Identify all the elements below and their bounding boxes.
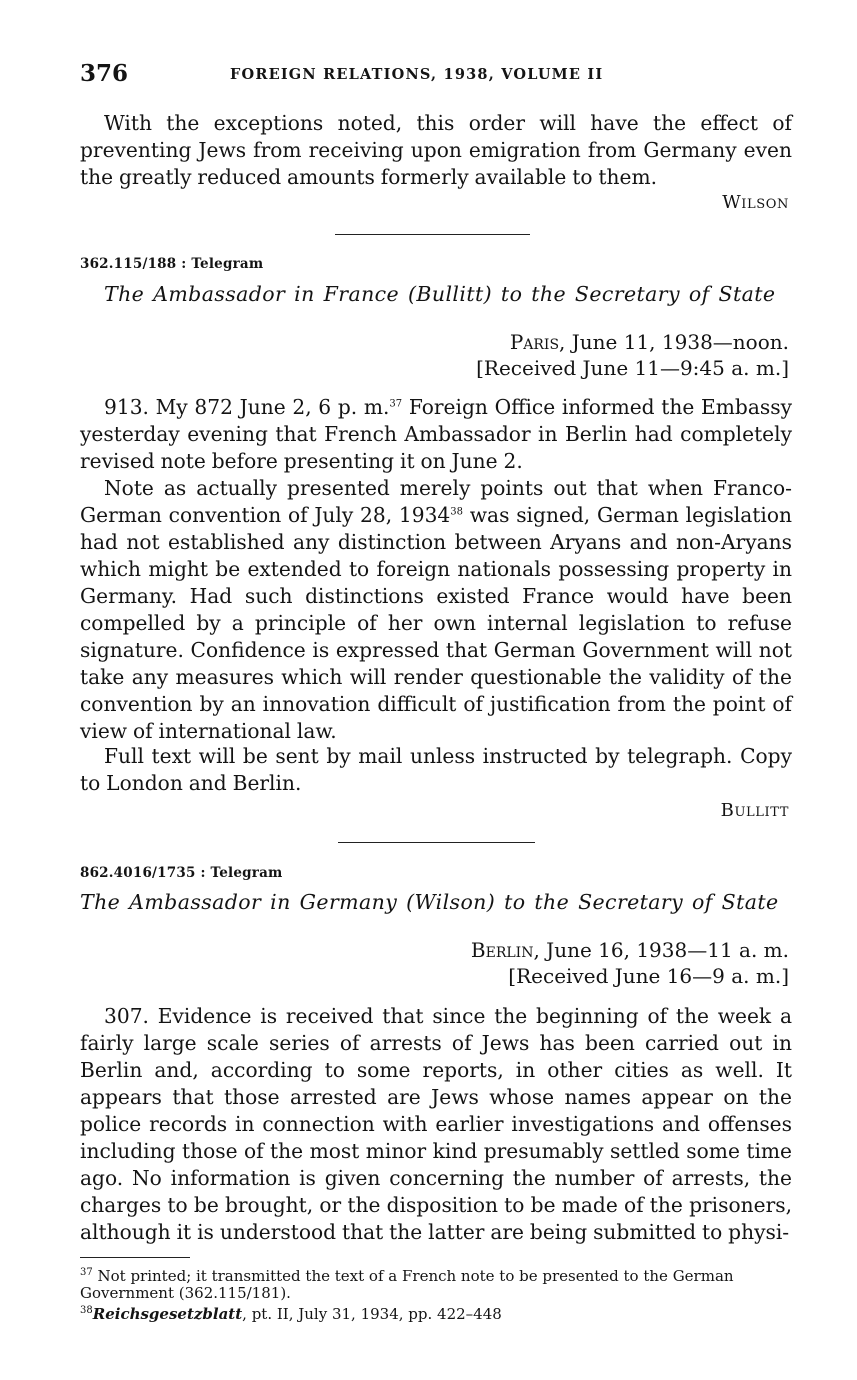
page-number: 376	[80, 60, 129, 87]
signature-wilson-top: Wilson	[722, 192, 789, 213]
doc2-date: , June 16, 1938—11 a. m.	[533, 938, 789, 962]
doc1-place: Paris	[509, 330, 560, 354]
section-divider	[335, 234, 530, 235]
footnote-rule	[80, 1257, 190, 1258]
footnote-37-text: Not printed; it transmitted the text of a French note to be presented to the German Government (362.115/181).	[80, 1267, 734, 1302]
doc2-received: [Received June 16—9 a. m.]	[508, 964, 789, 988]
doc1-para1-start: 913. My 872 June 2, 6 p. m.	[104, 395, 390, 419]
doc2-title: The Ambassador in Germany (Wilson) to the Secretary of State	[80, 890, 779, 914]
doc1-file-reference: 362.115/188 : Telegram	[80, 256, 264, 272]
footnote-38	[80, 1306, 792, 1323]
doc2-paragraph-1: 307. Evidence is received that since the beginning of the week a fairly large scale series of arrests of Jews has been carried out in Berlin and, according to some reports, in other cities as well. It appears that those arrested are Jews whose names appear on the police records in connection with earlier investigations and offenses including those of the most minor kind presumably settled some time ago. No information is given concerning the number of arrests, the charges to be brought, or the disposition to be made of the prisoners, although it is understood that the latter are being submitted to physi-	[80, 1004, 792, 1244]
doc1-para2-end: was signed, German legislation had not established any distinction between Aryans and non-Aryans which might be extended to foreign nationals possessing property in Germany. Had such distinctions existed France would have been compelled by a principle of her own internal legislation to refuse signature. Confidence is expressed that German Government will not take any measures which will render questionable the validity of the convention by an innovation difficult of justification from the point of view of international law.	[80, 503, 792, 743]
doc1-paragraph-2	[80, 475, 792, 745]
doc2-file-reference: 862.4016/1735 : Telegram	[80, 865, 283, 881]
section-divider-2	[338, 842, 535, 843]
doc1-title: The Ambassador in France (Bullitt) to the Secretary of State	[104, 282, 776, 306]
doc2-place: Berlin	[470, 938, 534, 962]
footnote-38-title: Reichsgesetzblatt	[92, 1305, 243, 1323]
doc1-paragraph-1	[80, 394, 792, 475]
opening-paragraph: With the exceptions noted, this order will have the effect of preventing Jews from receiving upon emigration from Germany even the greatly reduced amounts formerly available to them.	[80, 111, 792, 189]
footnote-ref-37: 37	[389, 398, 403, 410]
footnote-37-mark: 37	[80, 1267, 93, 1278]
doc1-para2-start: Note as actually presented merely points out that when Franco-German convention of July 28, 1934	[80, 476, 792, 527]
footnote-ref-38: 38	[450, 506, 464, 518]
doc1-paragraph-3: Full text will be sent by mail unless instructed by telegraph. Copy to London and Berlin.	[80, 744, 792, 795]
doc1-received: [Received June 11—9:45 a. m.]	[476, 356, 789, 380]
running-head-title: FOREIGN RELATIONS, 1938, VOLUME II	[230, 66, 604, 83]
signature-bullitt: Bullitt	[720, 800, 789, 821]
doc2-dateline	[471, 938, 789, 962]
doc1-date: , June 11, 1938—noon.	[559, 330, 789, 354]
doc1-para1-end: Foreign Office informed the Embassy yesterday evening that French Ambassador in Berlin had completely revised note before presenting it on June 2.	[80, 395, 792, 473]
doc1-dateline	[510, 330, 789, 354]
footnote-38-mark: 38	[80, 1305, 93, 1316]
footnote-37	[80, 1268, 792, 1302]
footnote-38-text: , pt. II, July 31, 1934, pp. 422–448	[242, 1305, 502, 1323]
